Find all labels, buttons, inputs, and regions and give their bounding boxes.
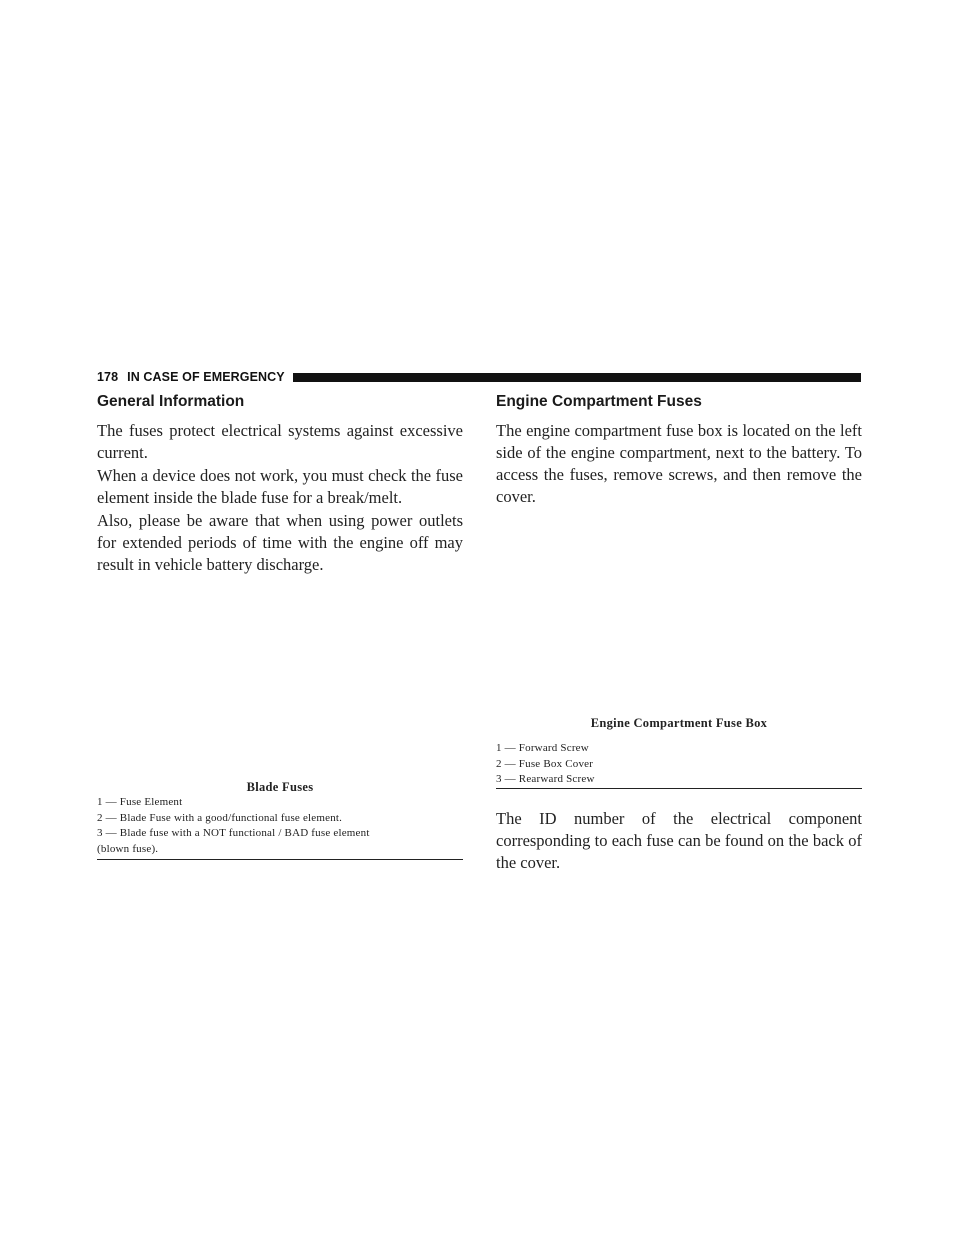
right-paragraph-1: The engine compartment fuse box is located on the left side of the engine compartment, next to the battery. To access the fuses, remove screws, and then remove the cover. bbox=[496, 421, 862, 506]
page-number: 178 bbox=[97, 370, 119, 384]
header-rule bbox=[293, 373, 861, 382]
fuse-box-rule bbox=[496, 788, 862, 789]
left-paragraph-1: The fuses protect electrical systems against excessive current. bbox=[97, 421, 463, 462]
blade-fuses-rule bbox=[97, 859, 463, 860]
legend-item: 3 — Rearward Screw bbox=[496, 773, 595, 785]
section-title: IN CASE OF EMERGENCY bbox=[127, 370, 285, 384]
legend-item: 2 — Blade Fuse with a good/functional fuse element. bbox=[97, 811, 343, 824]
blade-fuses-legend bbox=[97, 795, 463, 857]
legend-item: 2 — Fuse Box Cover bbox=[496, 757, 594, 770]
page-header bbox=[97, 369, 861, 385]
right-paragraph-2: The ID number of the electrical component corresponding to each fuse can be found on the back of the cover. bbox=[496, 809, 862, 872]
fuse-box-legend bbox=[496, 741, 862, 788]
legend-item: 1 — Fuse Element bbox=[97, 796, 183, 808]
left-paragraph-2: When a device does not work, you must check the fuse element inside the blade fuse for a break/melt. bbox=[97, 466, 463, 507]
legend-item: (blown fuse). bbox=[97, 842, 159, 855]
engine-compartment-fuses-heading: Engine Compartment Fuses bbox=[496, 393, 702, 410]
fuse-box-figure-title: Engine Compartment Fuse Box bbox=[590, 716, 768, 730]
blade-fuses-figure-title: Blade Fuses bbox=[246, 780, 314, 794]
left-paragraph-3: Also, please be aware that when using power outlets for extended periods of time with the engine off may result in vehicle battery discharge. bbox=[97, 511, 463, 574]
general-information-heading: General Information bbox=[97, 393, 245, 410]
legend-item: 1 — Forward Screw bbox=[496, 742, 589, 754]
legend-item: 3 — Blade fuse with a NOT functional / BAD fuse element bbox=[97, 827, 370, 839]
